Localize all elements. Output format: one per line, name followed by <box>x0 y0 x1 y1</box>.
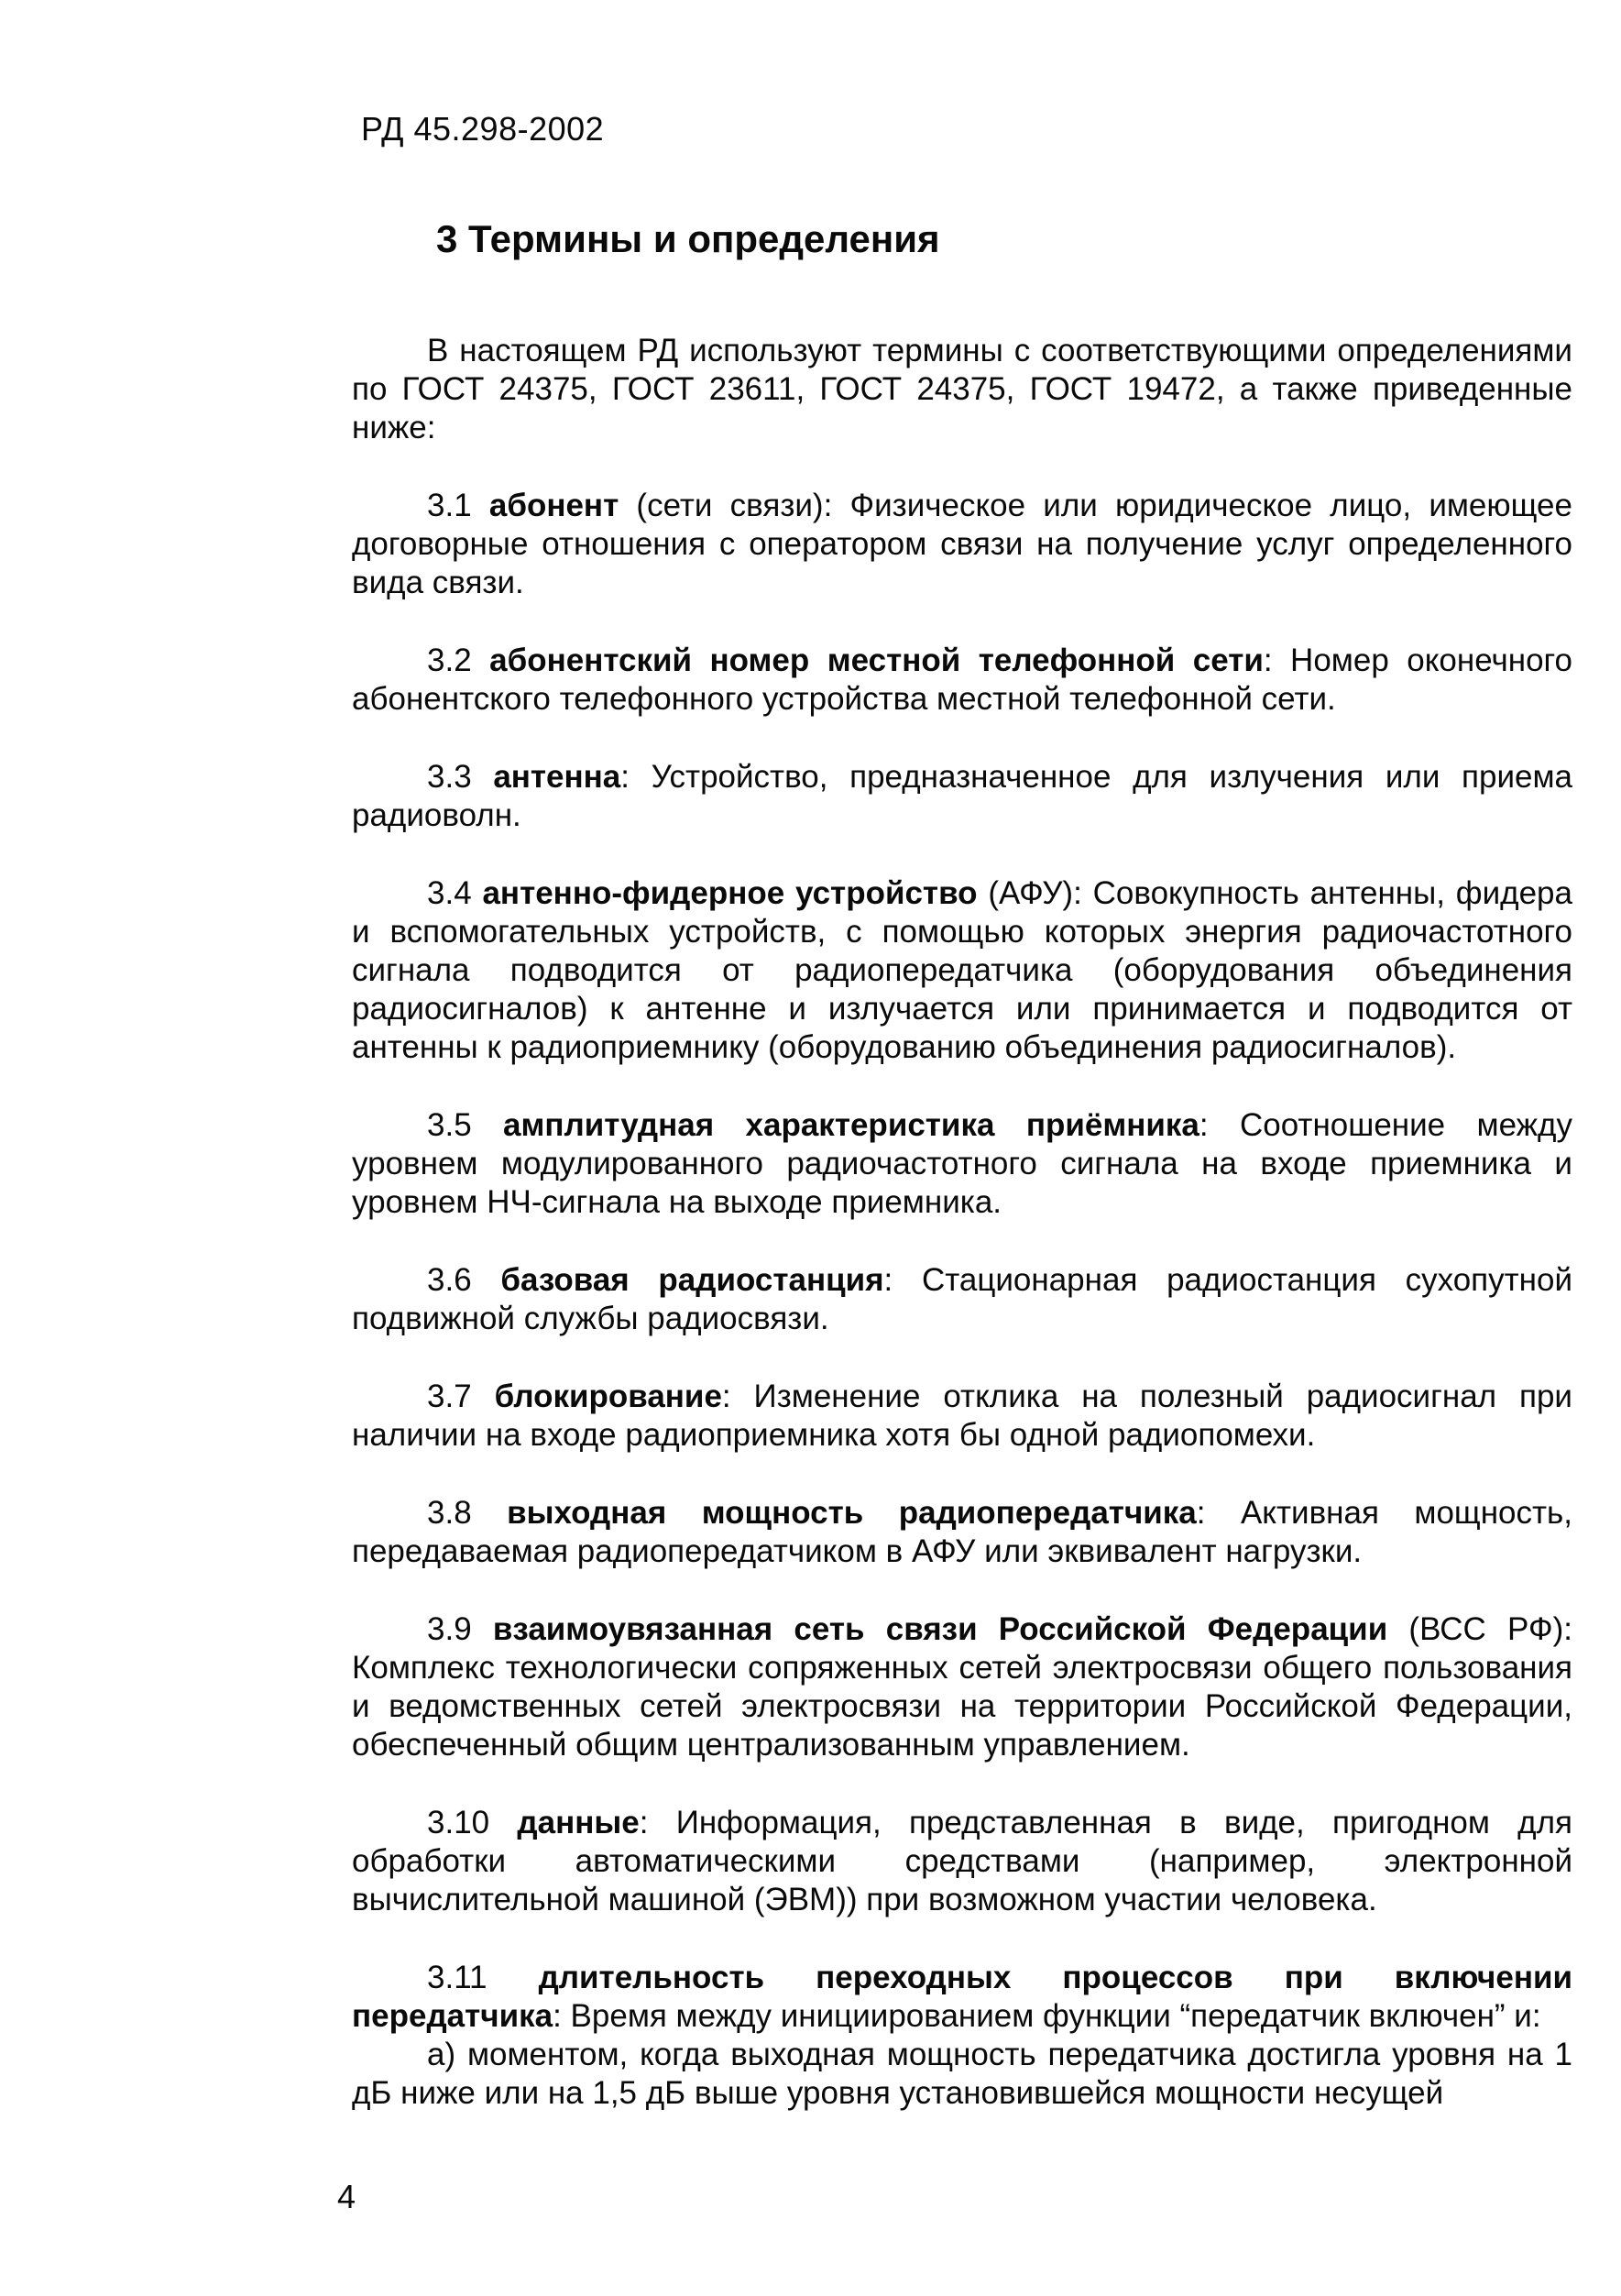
term-3-5 <box>352 1106 1572 1222</box>
term-definition: : Комплекс технологически сопряженных сетей электросвязи общего пользования и ведомственных сетей электросвязи на территории Российской Федерации, обеспеченный общим централизованным управлением. <box>352 1611 1572 1763</box>
term-3-1 <box>352 487 1572 602</box>
term-definition: : Активная мощность, передаваемая радиопередатчиком в АФУ или эквивалент нагрузки. <box>352 1495 1572 1569</box>
term-number: 3.9 <box>427 1611 472 1647</box>
term-3-11-subitem-a: а) моментом, когда выходная мощность передатчика достигла уровня на 1 дБ ниже или на 1,5 дБ выше уровня установившейся мощности несущей <box>352 2037 1572 2111</box>
term-definition: : Номер оконечного абонентского телефонного устройства местной телефонной сети. <box>352 643 1573 717</box>
term-3-4 <box>352 874 1572 1067</box>
term-definition: : Физическое или юридическое лицо, имеющее договорные отношения с оператором связи на получение услуг определенного вида связи. <box>352 488 1572 600</box>
section-title: 3 Термины и определения <box>436 217 940 260</box>
term-3-10 <box>352 1804 1572 1919</box>
term-qualifier: (сети связи) <box>619 488 824 523</box>
term-number: 3.11 <box>427 1960 487 1995</box>
intro-paragraph: В настоящем РД используют термины с соответствующими определениями по ГОСТ 24375, ГОСТ 23611, ГОСТ 24375, ГОСТ 19472, а также приведенные ниже: <box>352 333 1572 445</box>
term-3-7 <box>352 1378 1572 1455</box>
term-name: антенна <box>493 759 621 795</box>
term-name: базовая радиостанция <box>500 1262 884 1298</box>
term-name: антенно-фидерное устройство <box>482 875 978 911</box>
term-number: 3.8 <box>427 1495 472 1531</box>
term-definition: : Информация, представленная в виде, пригодном для обработки автоматическими средствами (например, электронной вычислительной машиной (ЭВМ)) при возможном участии человека. <box>352 1805 1572 1917</box>
page-number: 4 <box>337 2178 356 2215</box>
term-definition: : Изменение отклика на полезный радиосигнал при наличии на входе радиоприемника хотя бы одной радиопомехи. <box>352 1379 1572 1453</box>
term-number: 3.7 <box>427 1379 472 1414</box>
term-name: длительность переходных процессов при включении передатчика <box>352 1960 1572 2034</box>
term-definition: : Стационарная радиостанция сухопутной подвижной службы радиосвязи. <box>352 1262 1572 1336</box>
term-number: 3.2 <box>427 643 472 678</box>
term-3-6 <box>352 1261 1572 1338</box>
term-definition: : Совокупность антенны, фидера и вспомогательных устройств, с помощью которых энергия радиочастотного сигнала подводится от радиопередатчика (оборудования объединения радиосигналов) к антенне и излучается или принимается и подводится от антенны к радиоприемнику (оборудованию объединения радиосигналов). <box>352 875 1572 1065</box>
term-name: блокирование <box>494 1379 722 1414</box>
term-number: 3.1 <box>427 488 472 523</box>
term-number: 3.5 <box>427 1107 472 1143</box>
term-name: амплитудная характеристика приёмника <box>503 1107 1199 1143</box>
term-name: абонентский номер местной телефонной сети <box>489 643 1264 678</box>
term-3-3 <box>352 758 1572 835</box>
term-3-11 <box>352 1959 1572 2036</box>
document-code: РД 45.298-2002 <box>361 110 605 148</box>
term-number: 3.4 <box>427 875 472 911</box>
term-name: выходная мощность радиопередатчика <box>507 1495 1197 1531</box>
term-definition: : Устройство, предназначенное для излучения или приема радиоволн. <box>352 759 1572 833</box>
term-3-2 <box>352 642 1572 719</box>
term-3-9 <box>352 1610 1572 1764</box>
term-name: взаимоувязанная сеть связи Российской Федерации <box>492 1611 1388 1647</box>
term-3-8 <box>352 1494 1572 1571</box>
term-number: 3.10 <box>427 1805 490 1840</box>
section-content <box>352 332 1572 2113</box>
term-number: 3.3 <box>427 759 472 795</box>
term-number: 3.6 <box>427 1262 472 1298</box>
term-name: данные <box>517 1805 640 1840</box>
term-definition: : Соотношение между уровнем модулированного радиочастотного сигнала на входе приемника и уровнем НЧ-сигнала на выходе приемника. <box>352 1107 1572 1220</box>
term-qualifier: (ВСС РФ) <box>1387 1611 1564 1647</box>
term-definition: : Время между инициированием функции “передатчик включен” и: <box>553 1998 1541 2034</box>
term-qualifier: (АФУ) <box>977 875 1074 911</box>
term-name: абонент <box>488 488 619 523</box>
